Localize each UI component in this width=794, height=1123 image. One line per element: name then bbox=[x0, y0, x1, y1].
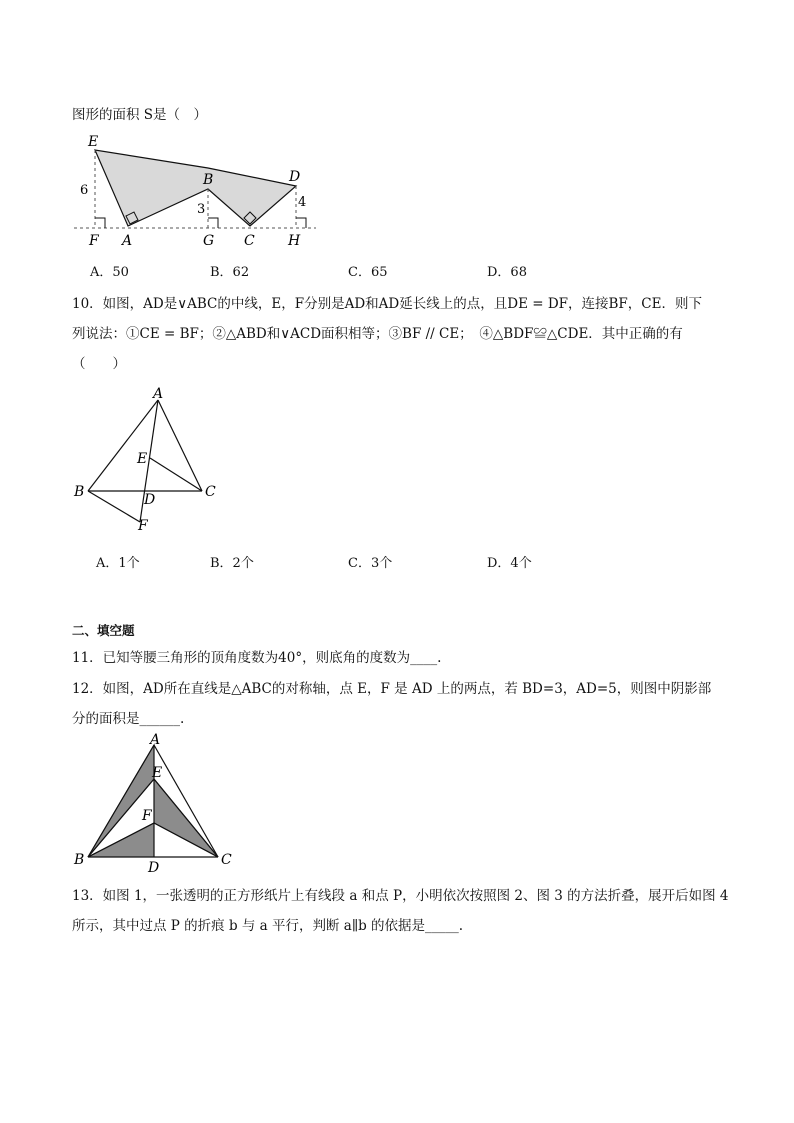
q9-length-BG: 3 bbox=[197, 202, 206, 217]
q9-option-b: B．62 bbox=[210, 265, 250, 280]
q10-option-d: D．4个 bbox=[487, 556, 532, 571]
q9-label-B: B bbox=[203, 172, 214, 188]
q12-line1: 12．如图，AD所在直线是△ABC的对称轴，点 E，F 是 AD 上的两点，若 BD=3，AD=5，则图中阴影部 bbox=[72, 681, 712, 697]
q11-text: 11．已知等腰三角形的顶角度数为40°，则底角的度数为____. bbox=[72, 650, 442, 666]
q10-option-a: A．1个 bbox=[96, 556, 140, 571]
q10-line2: 列说法：①CE = BF；②△ABD和∨ACD面积相等；③BF // CE； ④△BDF≌△CDE．其中正确的有 bbox=[72, 326, 683, 342]
q10-label-F: F bbox=[138, 518, 148, 534]
q12-label-C: C bbox=[221, 852, 232, 868]
q12-line2: 分的面积是______. bbox=[72, 711, 185, 727]
q10-label-D: D bbox=[144, 492, 156, 508]
q9-length-EF: 6 bbox=[80, 183, 89, 198]
q9-label-C: C bbox=[244, 233, 255, 249]
q10-label-B: B bbox=[74, 484, 85, 500]
q9-length-DH: 4 bbox=[298, 195, 307, 210]
q9-label-E: E bbox=[88, 134, 99, 150]
q10-option-b: B．2个 bbox=[210, 556, 254, 571]
q10-label-A: A bbox=[153, 386, 164, 402]
q12-label-B: B bbox=[74, 852, 85, 868]
q13-line1: 13．如图 1，一张透明的正方形纸片上有线段 a 和点 P，小明依次按照图 2、图 3 的方法折叠，展开后如图 4 bbox=[72, 888, 729, 904]
q12-label-F: F bbox=[142, 808, 152, 824]
q10-label-C: C bbox=[205, 484, 216, 500]
q9-label-D: D bbox=[289, 169, 301, 185]
q9-label-F: F bbox=[89, 233, 99, 249]
q12-label-D: D bbox=[148, 860, 160, 876]
q9-option-a: A．50 bbox=[90, 265, 129, 280]
q12-label-E: E bbox=[152, 765, 163, 781]
q9-stem: 图形的面积 S是（ ） bbox=[72, 107, 208, 123]
q10-label-E: E bbox=[137, 451, 148, 467]
q9-option-d: D．68 bbox=[487, 265, 527, 280]
section-title: 二、填空题 bbox=[72, 623, 135, 638]
q9-label-H: H bbox=[288, 233, 301, 249]
q13-line2: 所示，其中过点 P 的折痕 b 与 a 平行，判断 a∥b 的依据是_____. bbox=[72, 918, 464, 934]
q9-option-c: C．65 bbox=[348, 265, 388, 280]
q10-line1: 10．如图，AD是∨ABC的中线，E，F分别是AD和AD延长线上的点，且DE = DF，连接BF，CE．则下 bbox=[72, 296, 702, 312]
q9-label-G: G bbox=[203, 233, 215, 249]
q9-label-A: A bbox=[122, 233, 133, 249]
q10-line3: （ ） bbox=[72, 356, 126, 372]
q12-label-A: A bbox=[150, 732, 161, 748]
q10-option-c: C．3个 bbox=[348, 556, 393, 571]
